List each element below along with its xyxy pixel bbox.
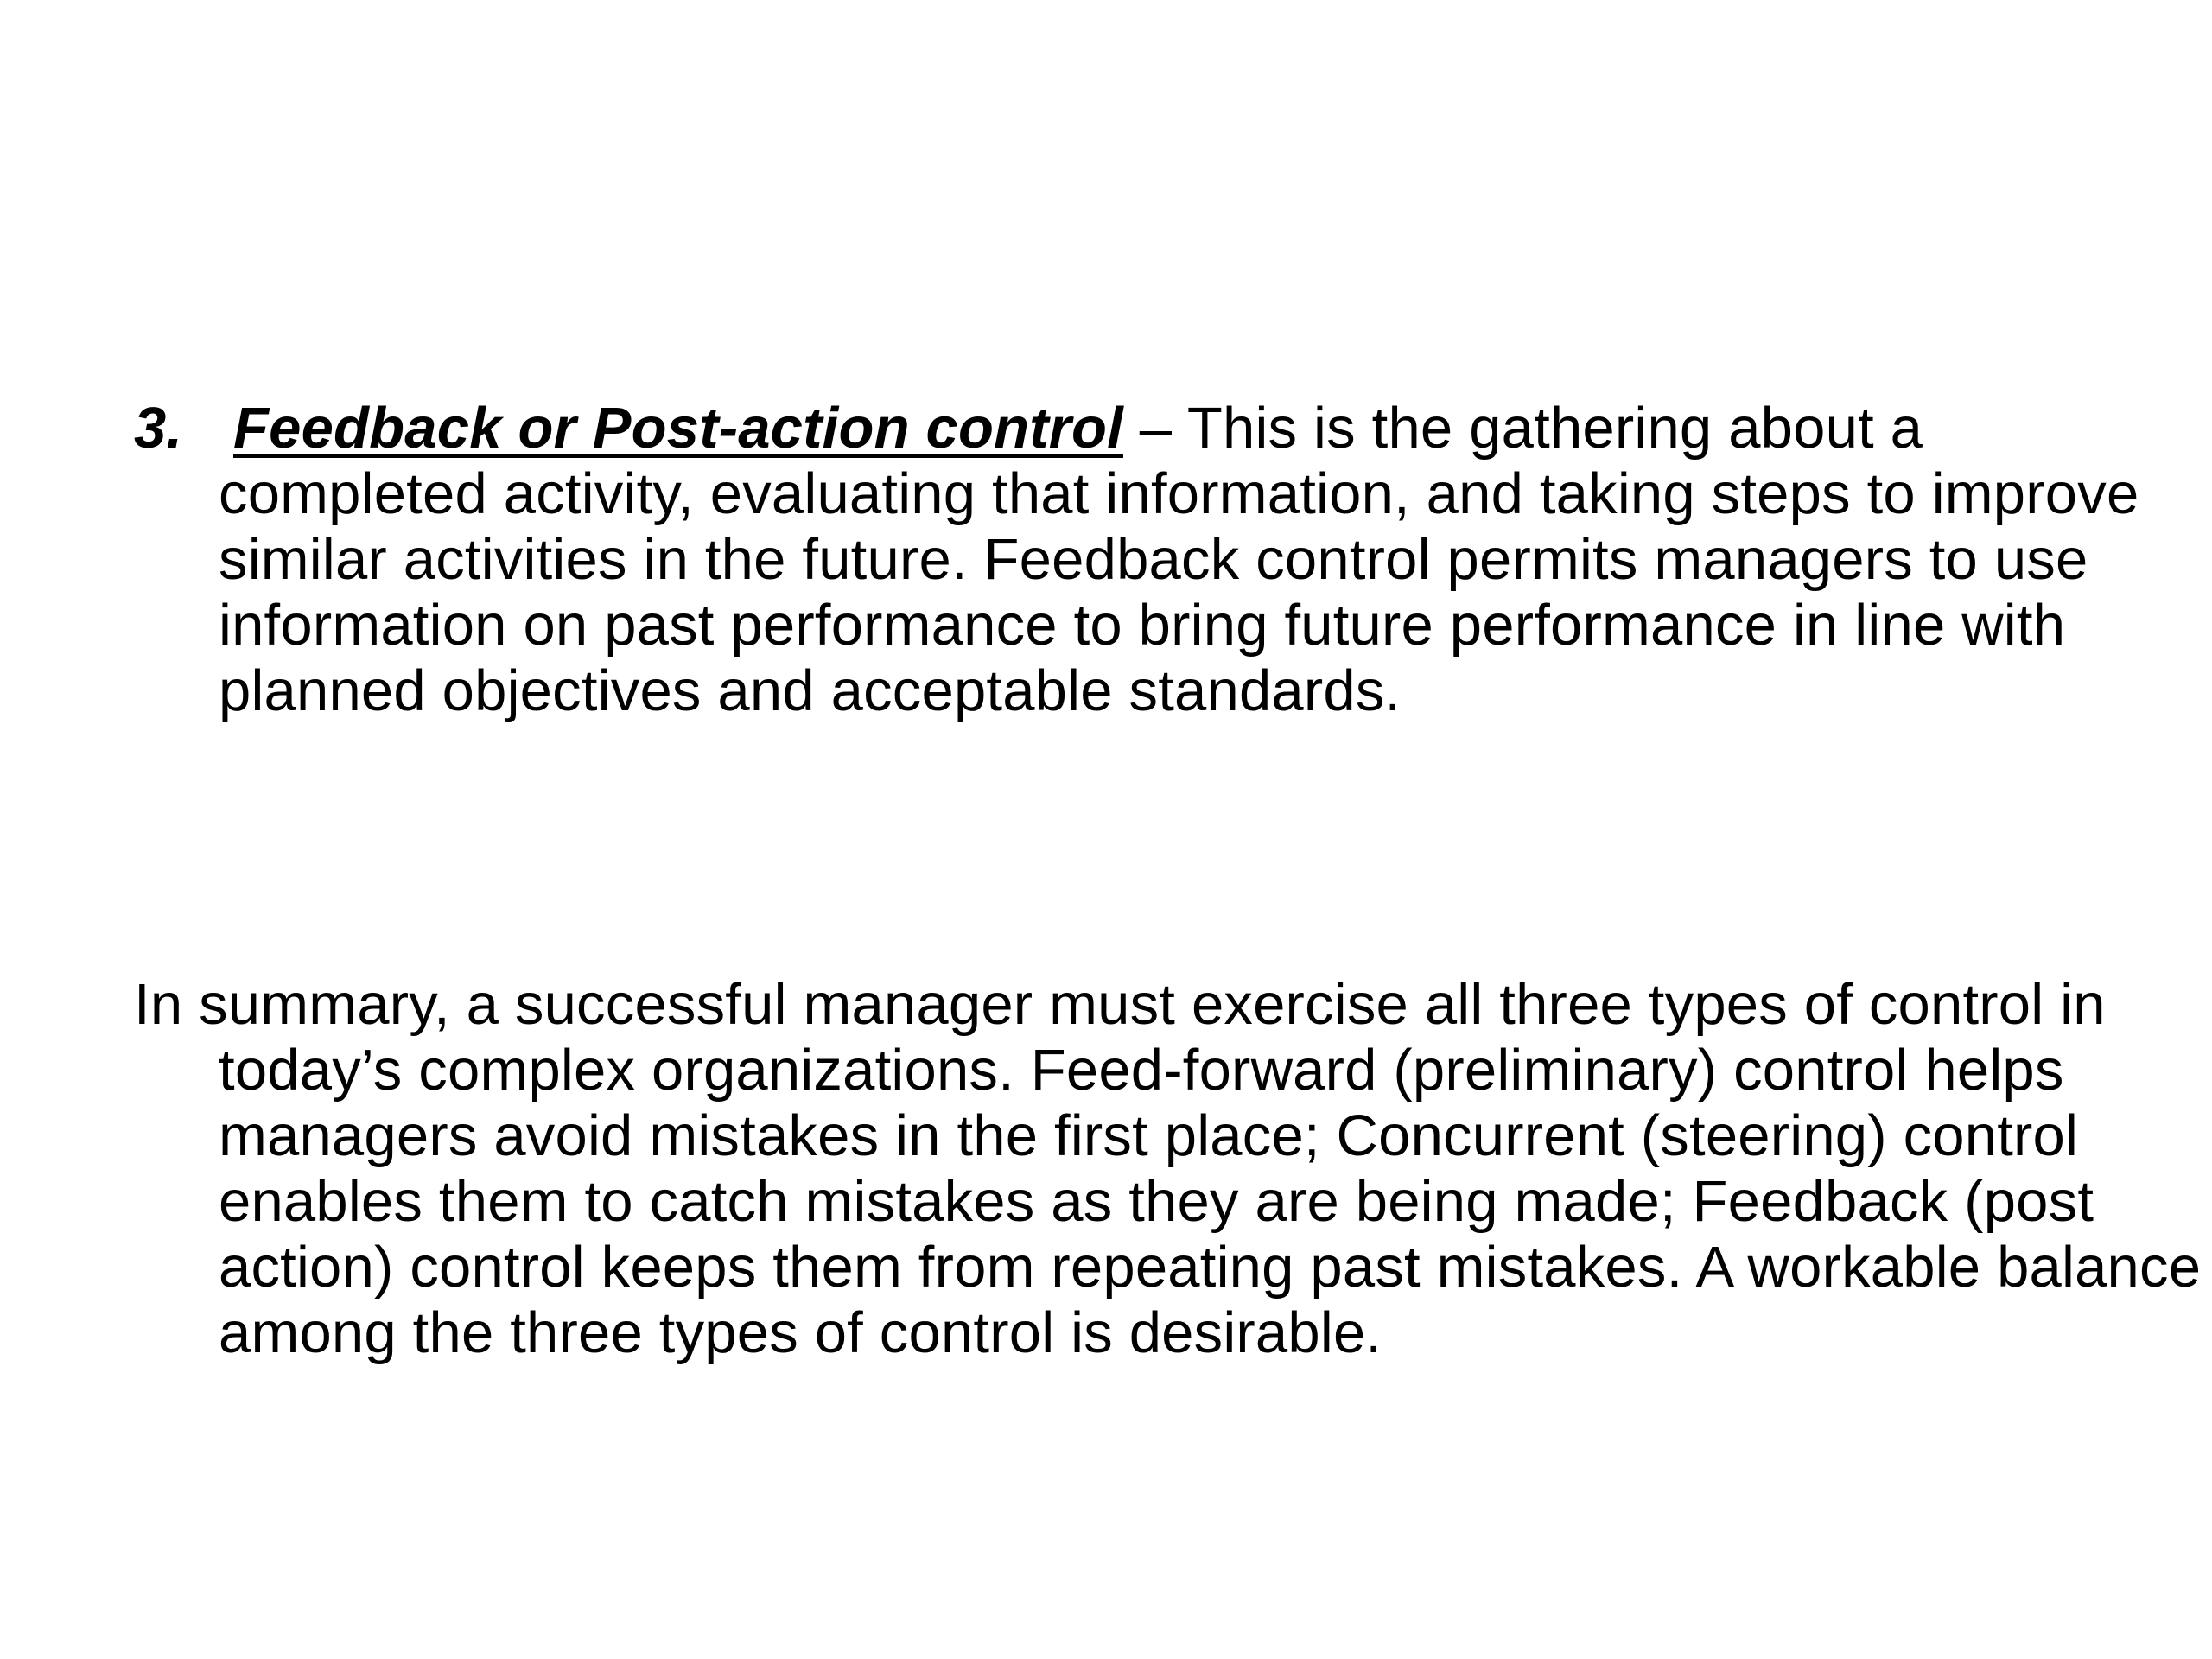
summary-text: In summary, a successful manager must exercise all three types of control in today’s complex organizations. Feed-forward (preliminary) control helps managers avoid mistakes in the first place; Concurrent (steering) control enables them to catch mistakes as they are being made; Feedback (post action) control keeps them from repeating past mistakes. A workable balance among the three types of control is desirable. xyxy=(134,972,2202,1365)
feedback-control-point xyxy=(134,396,2206,724)
summary-paragraph xyxy=(134,972,2206,1366)
point-term: Feedback or Post-action control xyxy=(233,396,1123,461)
point-number: 3. xyxy=(134,396,183,461)
point-description: – This is the gathering about a completed activity, evaluating that information, and taking steps to improve similar activities in the future. Feedback control permits managers to use information on past performance to bring future performance in line with planned objectives and acceptable standards. xyxy=(219,396,2139,723)
